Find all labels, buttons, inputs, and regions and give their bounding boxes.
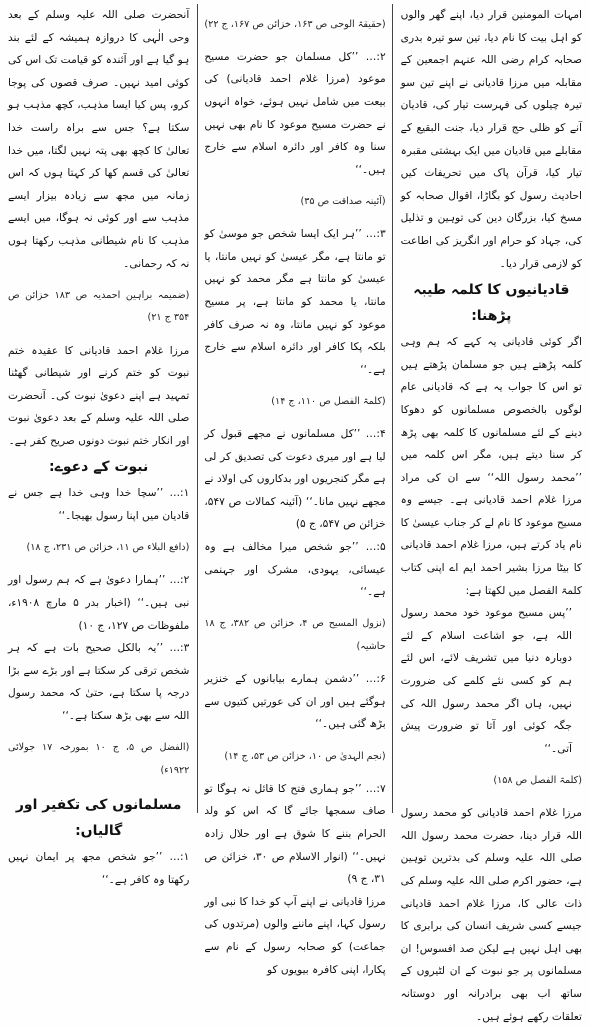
column-left xyxy=(400,4,582,1023)
paragraph: ۱:… ’’جو شخص مجھ پر ایمان نہیں رکھتا وہ کافر ہے۔‘‘ xyxy=(8,850,190,886)
citation: (آئینہ صداقت ص ۳۵) xyxy=(300,195,386,207)
paragraph: ۱:… ’’سچا خدا وہی خدا ہے جس نے قادیان میں اپنا رسول بھیجا۔‘‘ xyxy=(8,487,190,523)
paragraph: ۲:… ’’ہمارا دعویٰ ہے کہ ہم رسول اور نبی ہیں۔‘‘ (اخبار بدر ۵ مارچ ۱۹۰۸ء، ملفوظات ص ۱۲۷، ج ۱۰) xyxy=(8,574,190,632)
paragraph: ۴:… ’’کل مسلمانوں نے مجھے قبول کر لیا ہے اور میری دعوت کی تصدیق کر لی ہے مگر کنجریوں اور بدکاروں کی اولاد نے مجھے نہیں مانا۔‘‘ (آئینہ کمالات ص ۵۴۷، خزائن ص ۵۴۷، ج ۵) xyxy=(204,428,386,531)
column-middle xyxy=(197,4,392,976)
citation: (ضمیمہ براہین احمدیہ ص ۱۸۳ خزائن ص ۳۵۴ ج ۲۱) xyxy=(8,289,190,324)
citation: (کلمۃ الفصل ص ۱۱۰، ج ۱۴) xyxy=(271,395,386,407)
paragraph: ۵:… ’’جو شخص میرا مخالف ہے وہ عیسائی، یہودی، مشرک اور جہنمی ہے۔‘‘ xyxy=(204,541,386,599)
column-right xyxy=(8,4,190,886)
paragraph: آنحضرت صلی اللہ علیہ وسلم کے بعد وحی الٰہی کا دروازہ ہمیشہ کے لئے بند ہو گیا ہے اور آئندہ کو قیامت تک اس کی کوئی امید نہیں۔ صرف قصوں کی پوجا کرو، پس کیا ایسا مذہب، کچھ مذہب ہو سکتا ہے؟ جس سے براہ راست خدا تعالیٰ کا کچھ بھی پتہ نہیں لگتا، میں خدا تعالیٰ کی قسم کھا کر کہتا ہوں کہ اس زمانہ میں مجھ سے زیادہ بیزار ایسے مذہب سے اور کوئی نہ ہوگا، میں ایسے مذہب کا نام شیطانی مذہب رکھتا ہوں نہ کہ رحمانی۔ xyxy=(8,9,190,270)
paragraph: مرزا غلام احمد قادیانی کو محمد رسول اللہ قرار دینا، حضرت محمد رسول اللہ صلی اللہ علیہ وسلم کی بدترین توہین ہے، حضور اکرم صلی اللہ علیہ وسلم کی ذات عالی کا، مرزا غلام احمد قادیانی جیسے کسی شریف انسان کی برابری کا بھی اہل نہیں ہے لیکن صد افسوس! ان مسلمانوں پر جو نبوت کے ان لٹیروں کے ساتھ اب بھی برادرانہ اور دوستانہ تعلقات رکھے ہوئے ہیں۔ xyxy=(400,807,582,1023)
block-quote: ’’پس مسیح موعود خود محمد رسول اللہ ہے، جو اشاعت اسلام کے لئے دوبارہ دنیا میں تشریف لائے، اس لئے ہم کو کسی نئے کلمے کی ضرورت نہیں، ہاں اگر محمد رسول اللہ کی جگہ کوئی اور آتا تو ضرورت پیش آتی۔‘‘ xyxy=(400,607,572,755)
paragraph: امہات المومنین قرار دیا، اپنے گھر والوں کو اہل بیت کا نام دیا، تین سو تیرہ بدری صحابہ کرام رضی اللہ عنہم اجمعین کے مقابلہ میں مرزا قادیانی نے اپنے تین سو تیرہ چیلوں کی فہرست تیار کی، قادیان آنے کو ظلی حج قرار دیا، جنت البقیع کے مقابلے میں قادیان میں ایک بہشتی مقبرہ تیار کیا، قرآن پاک میں تحریفات کیں احادیث رسول کو بگاڑا، اقوال صحابہ کو مسخ کیا، بزرگان دین کی توہین و تذلیل کی، جہاد کو حرام اور انگریز کی اطاعت کو لازمی قرار دیا۔ xyxy=(400,9,582,270)
paragraph: ۳:… ’’یہ بالکل صحیح بات ہے کہ ہر شخص ترقی کر سکتا ہے اور بڑے سے بڑا درجہ پا سکتا ہے، حتیٰ کہ محمد رسول اللہ سے بھی بڑھ سکتا ہے۔‘‘ xyxy=(8,642,190,722)
section-heading: مسلمانوں کی تکفیر اور گالیاں: xyxy=(15,796,182,839)
citation: (الفضل ص ۵، ج ۱۰ بمورخہ ۱۷ جولائی ۱۹۲۲ء) xyxy=(8,742,190,776)
citation: (کلمۃ الفصل ص ۱۵۸) xyxy=(493,775,582,786)
paragraph: ۷:… ’’جو ہماری فتح کا قائل نہ ہوگا تو صاف سمجھا جائے گا کہ اس کو ولد الحرام بننے کا شوق ہے اور حلال زادہ نہیں۔‘‘ (انوار الاسلام ص ۳۰، خزائن ص ۳۱، ج ۹) xyxy=(204,782,386,886)
section-heading: نبوت کے دعوے: xyxy=(49,459,149,476)
paragraph: ۶:… ’’دشمن ہمارے بیابانوں کے خنزیر ہوگئے ہیں اور ان کی عورتیں کتیوں سے بڑھ گئی ہیں۔‘‘ xyxy=(204,673,386,731)
paragraph: مرزا غلام احمد قادیانی کا عقیدہ ختم نبوت کو ختم کرنے اور شیطانی گھٹنا تمہید ہے اپنے دعویٰ نبوت کی۔ آنحضرت صلی اللہ علیہ وسلم کے بعد دعویٰ نبوت اور انکار ختم نبوت دونوں صریح کفر ہے۔ xyxy=(8,344,190,447)
citation: (نجم الہدیٰ ص ۱۰، خزائن ص ۵۳، ج ۱۴) xyxy=(224,750,386,762)
section-heading: قادیانیوں کا کلمہ طیبہ پڑھنا: xyxy=(413,282,570,325)
citation: (حقیقۃ الوحی ص ۱۶۳، خزائن ص ۱۶۷، ج ۲۲) xyxy=(204,18,386,30)
paragraph: ۲:… ’’کل مسلمان جو حضرت مسیح موعود (مرزا غلام احمد قادیانی) کی بیعت میں شامل نہیں ہوئے، خواہ انہوں نے حضرت مسیح موعود کا نام بھی نہیں سنا وہ کافر اور دائرہ اسلام سے خارج ہیں۔‘‘ xyxy=(204,50,386,176)
paragraph: ۳:… ’’ہر ایک ایسا شخص جو موسیٰ کو تو مانتا ہے، مگر عیسیٰ کو نہیں مانتا، یا عیسیٰ کو مانتا ہے مگر محمد کو نہیں مانتا، یا محمد کو مانتا ہے، پر مسیح موعود کو نہیں مانتا، وہ نہ صرف کافر بلکہ پکا کافر اور دائرہ اسلام سے خارج ہے۔‘‘ xyxy=(204,228,386,376)
citation: (دافع البلاء ص ۱۱، خزائن ص ۲۳۱، ج ۱۸) xyxy=(26,542,190,554)
citation: (نزول المسیح ص ۴، خزائن ص ۳۸۲، ج ۱۸ حاشیہ) xyxy=(204,618,386,652)
paragraph: اگر کوئی قادیانی یہ کہے کہ ہم وہی کلمہ پڑھتے ہیں جو مسلمان پڑھتے ہیں تو اس کا جواب یہ ہے کہ قادیانی عام لوگوں بالخصوص مسلمانوں کو دھوکا دینے کے لئے مسلمانوں کا کلمہ بھی پڑھ کر سنا دیتے ہیں، مگر اس کلمہ میں ’’محمد رسول اللہ‘‘ سے ان کی مراد مرزا غلام احمد قادیانی ہے۔ جیسے وہ مسیح موعود کا نام لے کر جناب عیسیٰ کا نام یاد کرتے ہیں، مرزا غلام احمد قادیانی کا بیٹا مرزا بشیر احمد ایم اے اپنی کتاب کلمۃ الفصل میں لکھتا ہے: xyxy=(400,336,582,597)
paragraph: مرزا قادیانی نے اپنے آپ کو خدا کا نبی اور رسول کہا، اپنے ماننے والوں (مرتدوں کی جماعت) کو صحابہ رسول کے نام سے پکارا، اپنی کافرہ بیویوں کو xyxy=(204,895,386,976)
